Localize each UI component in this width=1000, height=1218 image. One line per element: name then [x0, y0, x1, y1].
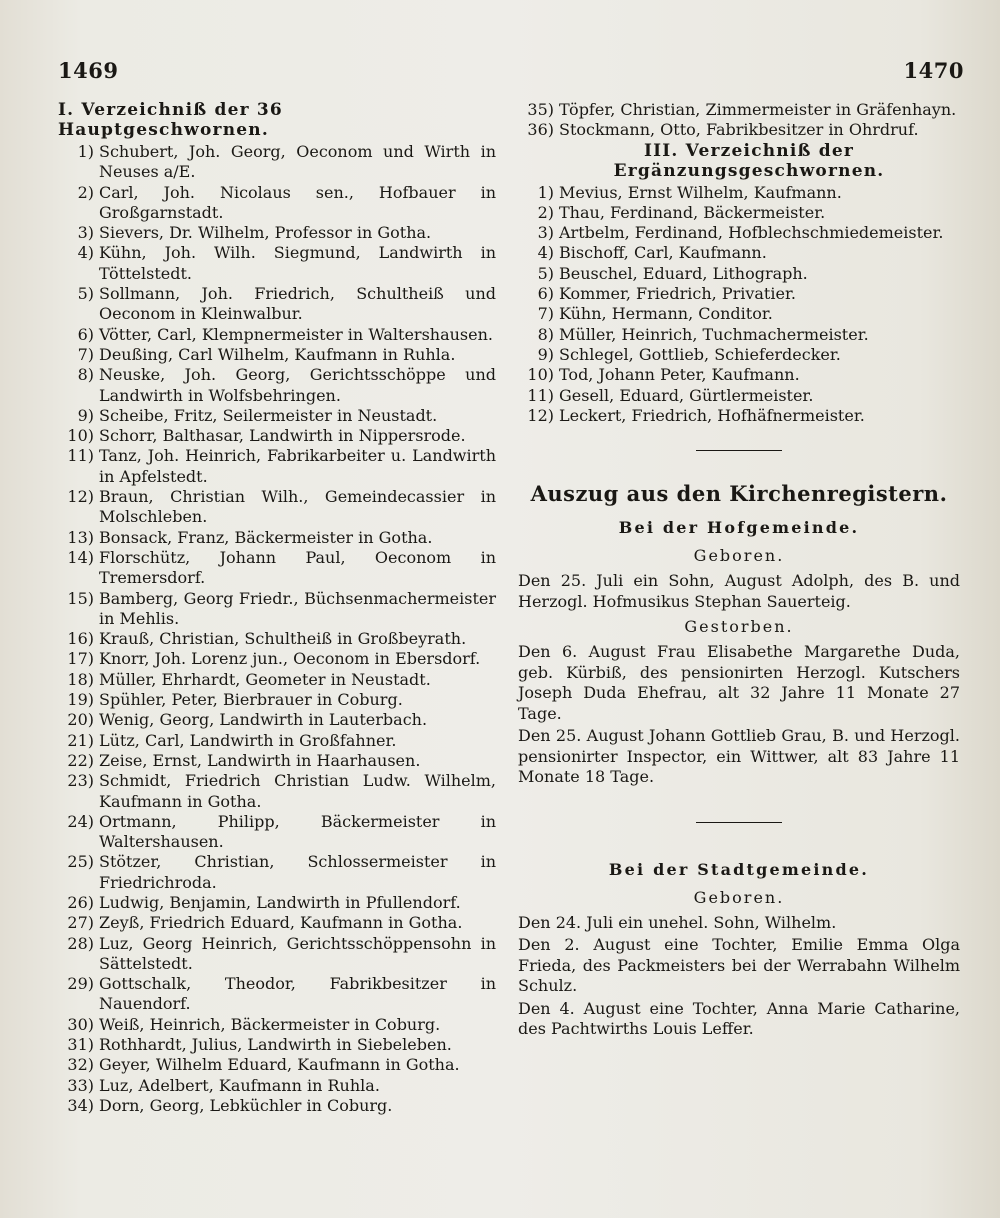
juror-entry — [58, 710, 496, 730]
entry-number: 19) — [67, 690, 94, 710]
entry-text: Thau, Ferdinand, Bäckermeister. — [559, 202, 826, 222]
juror-entry — [58, 852, 496, 893]
entry-number: 36) — [527, 120, 554, 140]
entry-number: 13) — [67, 527, 94, 547]
entry-text: Knorr, Joh. Lorenz jun., Oeconom in Ebersdorf. — [99, 649, 481, 669]
juror-entry — [58, 406, 496, 426]
birth-entry: Den 2. August eine Tochter, Emilie Emma Olga Frieda, des Packmeisters bei der Werrabahn Wilhelm Schulz. — [518, 935, 960, 996]
juror-entry — [58, 284, 496, 325]
supplementary-juror-entry — [518, 365, 960, 385]
supplementary-juror-entry — [518, 406, 960, 426]
entry-number: 14) — [67, 547, 94, 567]
entry-number: 8) — [77, 365, 94, 385]
entry-text: Sievers, Dr. Wilhelm, Professor in Gotha. — [99, 223, 432, 243]
death-entry: Den 6. August Frau Elisabethe Margarethe Duda, geb. Kürbiß, des pensionirten Herzogl. Kutschers Joseph Duda Ehefrau, alt 32 Jahre 11 Monate 27 Tage. — [518, 642, 960, 723]
entry-number: 4) — [537, 243, 554, 263]
entry-text: Bamberg, Georg Friedr., Büchsenmachermeister in Mehlis. — [99, 588, 496, 628]
juror-entry — [58, 1096, 496, 1116]
entry-number: 6) — [77, 324, 94, 344]
entry-text: Florschütz, Johann Paul, Oeconom in Tremersdorf. — [99, 547, 496, 588]
juror-entry — [58, 1035, 496, 1055]
entry-number: 33) — [67, 1075, 94, 1095]
juror-entry — [58, 974, 496, 1015]
entry-number: 16) — [67, 629, 94, 649]
juror-entry — [58, 1076, 496, 1096]
entry-text: Tod, Johann Peter, Kaufmann. — [559, 365, 800, 385]
entry-number: 6) — [537, 284, 554, 304]
entry-number: 2) — [537, 202, 554, 222]
entry-text: Weiß, Heinrich, Bäckermeister in Coburg. — [99, 1014, 441, 1034]
juror-entry — [58, 649, 496, 669]
entry-text: Stockmann, Otto, Fabrikbesitzer in Ohrdruf. — [559, 120, 919, 140]
juror-entry — [58, 731, 496, 751]
juror-entry — [58, 771, 496, 812]
entry-text: Stötzer, Christian, Schlossermeister in Friedrichroda. — [99, 852, 496, 892]
church-register-title: Auszug aus den Kirchenregistern. — [530, 481, 948, 507]
entry-text: Leckert, Friedrich, Hofhäfnermeister. — [559, 405, 865, 425]
juror-entry — [58, 751, 496, 771]
juror-entry — [58, 487, 496, 528]
juror-entry — [58, 670, 496, 690]
juror-entry — [58, 223, 496, 243]
birth-entry: Den 24. Juli ein unehel. Sohn, Wilhelm. — [518, 912, 837, 932]
juror-entry — [58, 243, 496, 284]
entry-text: Beuschel, Eduard, Lithograph. — [559, 263, 808, 283]
entry-number: 2) — [77, 182, 94, 202]
entry-number: 5) — [77, 284, 94, 304]
entry-number: 9) — [77, 405, 94, 425]
entry-text: Kühn, Joh. Wilh. Siegmund, Landwirth in Töttelstedt. — [99, 243, 496, 283]
entry-text: Krauß, Christian, Schultheiß in Großbeyrath. — [99, 629, 467, 649]
entry-text: Spühler, Peter, Bierbrauer in Coburg. — [99, 690, 403, 710]
juror-entry — [58, 934, 496, 975]
entry-number: 21) — [67, 730, 94, 750]
entry-text: Geyer, Wilhelm Eduard, Kaufmann in Gotha. — [99, 1055, 460, 1075]
entry-number: 17) — [67, 649, 94, 669]
entry-number: 3) — [537, 223, 554, 243]
juror-entry — [58, 325, 496, 345]
page-number-left: 1469 — [58, 58, 119, 83]
entry-number: 9) — [537, 344, 554, 364]
section-divider-2 — [696, 822, 782, 823]
left-column — [58, 100, 496, 1116]
hof-born-heading: Geboren. — [693, 546, 785, 566]
juror-entry — [58, 589, 496, 630]
stadt-born-list — [518, 913, 960, 1040]
entry-text: Carl, Joh. Nicolaus sen., Hofbauer in Großgarnstadt. — [99, 182, 496, 222]
entry-text: Sollmann, Joh. Friedrich, Schultheiß und Oeconom in Kleinwalbur. — [99, 284, 496, 324]
birth-entry: Den 4. August eine Tochter, Anna Marie Catharine, des Pachtwirths Louis Leffer. — [518, 998, 960, 1039]
entry-number: 7) — [77, 344, 94, 364]
entry-number: 28) — [67, 933, 94, 953]
entry-text: Kommer, Friedrich, Privatier. — [559, 284, 796, 304]
entry-text: Schubert, Joh. Georg, Oeconom und Wirth in Neuses a/E. — [99, 142, 496, 182]
entry-text: Schlegel, Gottlieb, Schieferdecker. — [559, 344, 841, 364]
juror-entry — [58, 629, 496, 649]
supplementary-juror-entry — [518, 203, 960, 223]
juror-entry — [58, 893, 496, 913]
juror-entry — [58, 426, 496, 446]
entry-text: Artbelm, Ferdinand, Hofblechschmiedemeister. — [559, 223, 944, 243]
entry-number: 25) — [67, 852, 94, 872]
entry-text: Töpfer, Christian, Zimmermeister in Gräfenhayn. — [559, 100, 957, 119]
entry-text: Lütz, Carl, Landwirth in Großfahner. — [99, 730, 397, 750]
juror-entry — [58, 365, 496, 406]
supplementary-juror-entry — [518, 284, 960, 304]
entry-text: Braun, Christian Wilh., Gemeindecassier in Molschleben. — [99, 487, 496, 527]
entry-number: 11) — [67, 446, 94, 466]
supplementary-juror-entry — [518, 243, 960, 263]
entry-number: 34) — [67, 1095, 94, 1115]
juror-entry — [58, 690, 496, 710]
entry-number: 32) — [67, 1055, 94, 1075]
juror-entry — [58, 142, 496, 183]
entry-number: 35) — [527, 100, 554, 119]
stadtgemeinde-heading: Bei der Stadtgemeinde. — [608, 859, 870, 879]
juror-list — [58, 142, 496, 1116]
supplementary-juror-entry — [518, 345, 960, 365]
juror-entry — [58, 913, 496, 933]
entry-number: 15) — [67, 588, 94, 608]
entry-number: 18) — [67, 669, 94, 689]
juror-entry — [58, 812, 496, 853]
section-divider — [696, 450, 782, 451]
entry-text: Zeyß, Friedrich Eduard, Kaufmann in Gotha. — [99, 913, 463, 933]
entry-text: Rothhardt, Julius, Landwirth in Siebeleben. — [99, 1035, 452, 1055]
entry-text: Kühn, Hermann, Conditor. — [559, 304, 773, 324]
hof-born-list — [518, 571, 960, 612]
entry-number: 1) — [77, 142, 94, 161]
entry-text: Schmidt, Friedrich Christian Ludw. Wilhelm, Kaufmann in Gotha. — [99, 771, 496, 811]
entry-text: Bischoff, Carl, Kaufmann. — [559, 243, 767, 263]
hof-died-heading: Gestorben. — [684, 617, 794, 637]
entry-text: Bonsack, Franz, Bäckermeister in Gotha. — [99, 527, 433, 547]
entry-text: Tanz, Joh. Heinrich, Fabrikarbeiter u. Landwirth in Apfelstedt. — [99, 446, 496, 486]
entry-number: 29) — [67, 974, 94, 994]
entry-text: Ortmann, Philipp, Bäckermeister in Waltershausen. — [99, 811, 496, 852]
entry-number: 7) — [537, 304, 554, 324]
entry-number: 3) — [77, 223, 94, 243]
entry-text: Ludwig, Benjamin, Landwirth in Pfullendorf. — [99, 892, 461, 912]
supplementary-juror-entry — [518, 264, 960, 284]
juror-entry — [58, 446, 496, 487]
supplementary-juror-entry — [518, 386, 960, 406]
entry-text: Mevius, Ernst Wilhelm, Kaufmann. — [559, 182, 842, 202]
supplementary-juror-entry — [518, 223, 960, 243]
juror-entry — [58, 528, 496, 548]
entry-number: 10) — [527, 365, 554, 385]
entry-text: Gottschalk, Theodor, Fabrikbesitzer in Nauendorf. — [99, 974, 496, 1014]
juror-entry — [518, 120, 960, 140]
entry-text: Neuske, Joh. Georg, Gerichtsschöppe und Landwirth in Wolfsbehringen. — [99, 365, 496, 405]
entry-number: 27) — [67, 913, 94, 933]
right-column — [518, 100, 960, 1042]
entry-number: 26) — [67, 892, 94, 912]
page-number-right: 1470 — [903, 58, 964, 83]
entry-number: 23) — [67, 771, 94, 791]
entry-text: Schorr, Balthasar, Landwirth in Nippersrode. — [99, 426, 466, 446]
juror-entry — [58, 183, 496, 224]
supplementary-juror-entry — [518, 304, 960, 324]
entry-text: Dorn, Georg, Lebküchler in Coburg. — [99, 1095, 393, 1115]
entry-number: 1) — [537, 182, 554, 202]
death-entry: Den 25. August Johann Gottlieb Grau, B. und Herzogl. pensionirter Inspector, ein Wittwer, alt 83 Jahre 11 Monate 18 Tage. — [518, 726, 960, 787]
entry-text: Luz, Adelbert, Kaufmann in Ruhla. — [99, 1075, 380, 1095]
entry-text: Scheibe, Fritz, Seilermeister in Neustadt. — [99, 405, 438, 425]
stadt-born-heading: Geboren. — [693, 887, 785, 907]
hofgemeinde-heading: Bei der Hofgemeinde. — [618, 518, 860, 538]
juror-entry — [58, 345, 496, 365]
entry-text: Zeise, Ernst, Landwirth in Haarhausen. — [99, 750, 421, 770]
entry-number: 5) — [537, 263, 554, 283]
entry-number: 11) — [527, 385, 554, 405]
juror-list-continued — [518, 100, 960, 141]
entry-text: Gesell, Eduard, Gürtlermeister. — [559, 385, 814, 405]
entry-number: 30) — [67, 1014, 94, 1034]
entry-number: 8) — [537, 324, 554, 344]
supplementary-juror-heading: III. Verzeichniß der Ergänzungsgeschwornen. — [613, 140, 885, 181]
entry-text: Luz, Georg Heinrich, Gerichtsschöppensohn in Sättelstedt. — [99, 933, 496, 973]
supplementary-juror-entry — [518, 183, 960, 203]
juror-entry — [518, 100, 960, 120]
juror-list-heading: I. Verzeichniß der 36 Hauptgeschwornen. — [58, 100, 283, 140]
juror-entry — [58, 1015, 496, 1035]
hof-died-list — [518, 642, 960, 788]
entry-number: 12) — [67, 487, 94, 507]
entry-number: 4) — [77, 243, 94, 263]
juror-entry — [58, 548, 496, 589]
entry-text: Vötter, Carl, Klempnermeister in Waltershausen. — [99, 324, 493, 344]
supplementary-juror-list — [518, 183, 960, 427]
entry-number: 31) — [67, 1035, 94, 1055]
entry-number: 10) — [67, 426, 94, 446]
entry-text: Wenig, Georg, Landwirth in Lauterbach. — [99, 710, 428, 730]
entry-text: Müller, Heinrich, Tuchmachermeister. — [559, 324, 869, 344]
entry-number: 22) — [67, 750, 94, 770]
entry-text: Müller, Ehrhardt, Geometer in Neustadt. — [99, 669, 431, 689]
supplementary-juror-entry — [518, 325, 960, 345]
birth-entry: Den 25. Juli ein Sohn, August Adolph, des B. und Herzogl. Hofmusikus Stephan Sauerteig. — [518, 571, 960, 611]
juror-entry — [58, 1055, 496, 1075]
entry-number: 24) — [67, 811, 94, 831]
entry-number: 12) — [527, 405, 554, 425]
entry-text: Deußing, Carl Wilhelm, Kaufmann in Ruhla. — [99, 344, 456, 364]
entry-number: 20) — [67, 710, 94, 730]
